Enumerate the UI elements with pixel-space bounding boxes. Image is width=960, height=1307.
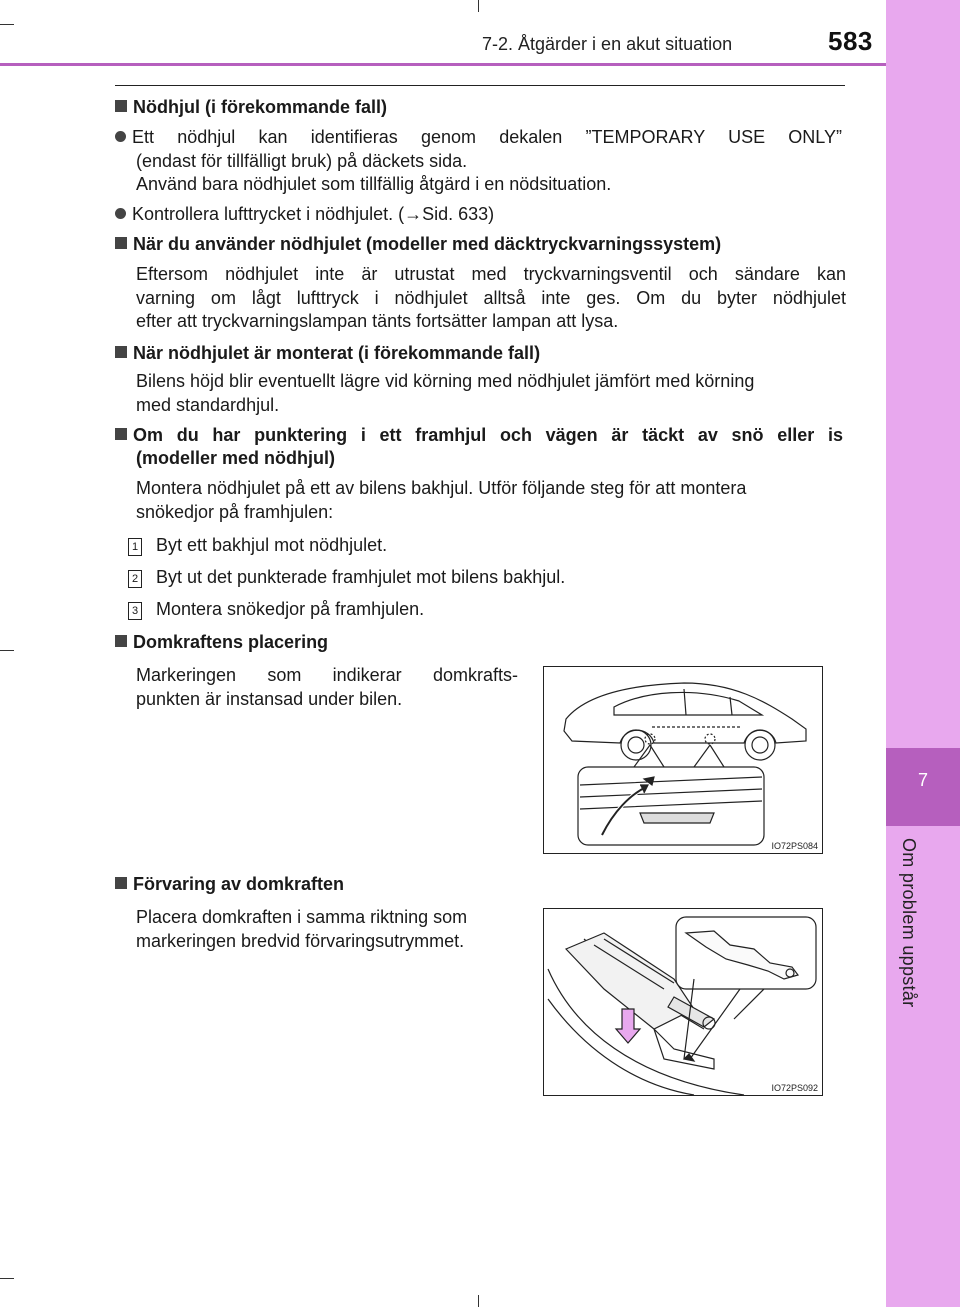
heading-spare-wheel: Nödhjul (i förekommande fall) (115, 96, 387, 118)
content-top-rule (115, 85, 845, 86)
step-text: Byt ett bakhjul mot nödhjulet. (156, 535, 388, 555)
chapter-number: 7 (917, 770, 928, 790)
heading-jack-point: Domkraftens placering (115, 631, 328, 653)
heading-spare-mounted: När nödhjulet är monterat (i förekommande fall) (115, 342, 540, 364)
step-text: Montera snökedjor på framhjulen. (156, 599, 425, 619)
bullet-dot-icon (115, 208, 126, 219)
figure-code: IO72PS092 (771, 1083, 818, 1093)
paragraph-line: Montera nödhjulet på ett av bilens bakhjul. Utför följande steg för att montera (136, 478, 747, 498)
paragraph-line: Eftersom nödhjulet inte är utrustat med tryckvarningsventil och sändare kan (136, 264, 846, 284)
heading-jack-storage: Förvaring av domkraften (115, 873, 344, 895)
bullet-continuation: (endast för tillfälligt bruk) på däckets sida. (136, 151, 468, 171)
heading-front-puncture: Om du har punktering i ett framhjul och vägen är täckt av snö eller is (115, 424, 845, 446)
section-title: 7-2. Åtgärder i en akut situation (482, 34, 733, 54)
paragraph-line: Placera domkraften i samma riktning som (136, 907, 468, 927)
heading-square-icon (115, 346, 127, 358)
bullet-item: Kontrollera lufttrycket i nödhjulet. (→Sid. 633) (115, 203, 494, 225)
page-number: 583 (828, 26, 873, 56)
crop-mark (0, 1278, 14, 1279)
figure-code: IO72PS084 (771, 841, 818, 851)
step-item (128, 534, 387, 556)
chapter-side-tab (886, 0, 960, 1307)
step-item (128, 598, 424, 620)
heading-square-icon (115, 100, 127, 112)
crop-mark (478, 1295, 479, 1307)
crop-mark (478, 0, 479, 12)
bullet-dot-icon (115, 131, 126, 142)
heading-square-icon (115, 635, 127, 647)
car-jack-point-icon (544, 667, 822, 853)
bullet-item: Ett nödhjul kan identifieras genom dekalen ”TEMPORARY USE ONLY” (115, 126, 845, 148)
step-text: Byt ut det punkterade framhjulet mot bilens bakhjul. (156, 567, 566, 587)
paragraph-line: Bilens höjd blir eventuellt lägre vid körning med nödhjulet jämfört med körning (136, 371, 755, 391)
jack-storage-illustration (543, 908, 823, 1096)
crop-mark (0, 24, 14, 25)
heading-front-puncture-cont: (modeller med nödhjul) (136, 448, 336, 468)
paragraph-line: Markeringen som indikerar domkrafts- (136, 665, 518, 685)
crop-mark (0, 650, 14, 651)
heading-square-icon (115, 877, 127, 889)
bullet-continuation: Använd bara nödhjulet som tillfällig åtgärd i en nödsituation. (136, 174, 612, 194)
header-rule (0, 63, 886, 66)
paragraph-line: efter att tryckvarningslampan tänts fortsätter lampan att lysa. (136, 311, 619, 331)
step-number: 1 (128, 538, 142, 556)
chapter-title: Om problem uppstår (899, 838, 919, 1008)
step-number: 2 (128, 570, 142, 588)
jack-point-illustration (543, 666, 823, 854)
heading-using-spare-wheel: När du använder nödhjulet (modeller med däcktryckvarningssystem) (115, 233, 721, 255)
jack-storage-icon (544, 909, 822, 1095)
paragraph-line: snökedjor på framhjulen: (136, 502, 334, 522)
step-number: 3 (128, 602, 142, 620)
step-item (128, 566, 565, 588)
heading-square-icon (115, 428, 127, 440)
heading-square-icon (115, 237, 127, 249)
paragraph-line: punkten är instansad under bilen. (136, 689, 403, 709)
paragraph-line: markeringen bredvid förvaringsutrymmet. (136, 931, 465, 951)
paragraph-line: med standardhjul. (136, 395, 280, 415)
paragraph-line: varning om lågt lufttryck i nödhjulet alltså inte ges. Om du byter nödhjulet (136, 288, 846, 308)
